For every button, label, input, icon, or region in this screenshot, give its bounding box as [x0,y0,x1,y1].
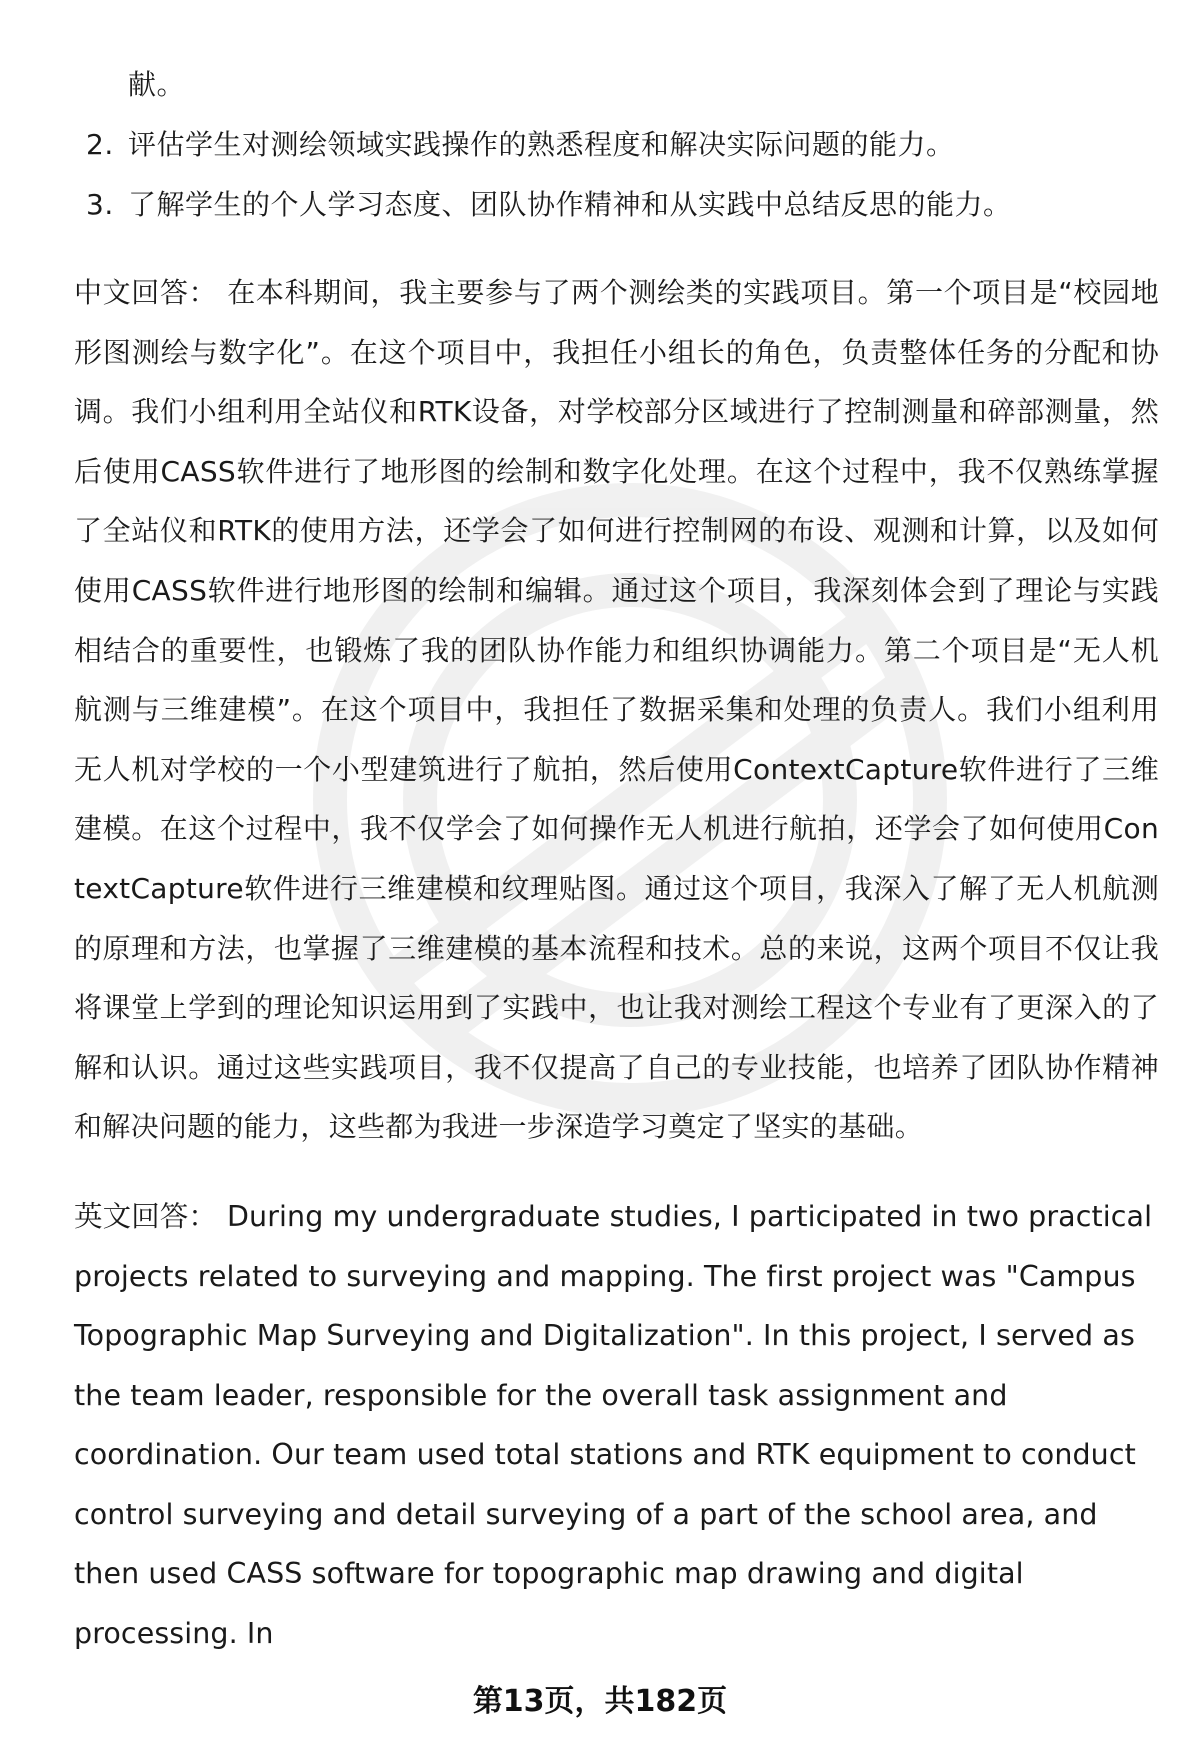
list-item-number: 3. [86,188,114,221]
chinese-answer-paragraph [74,263,1159,1157]
list-item [74,175,1159,235]
list-item [74,115,1159,175]
list-item-text: 了解学生的个人学习态度、团队协作精神和从实践中总结反思的能力。 [128,188,1012,221]
list-item-text: 评估学生对测绘领域实践操作的熟悉程度和解决实际问题的能力。 [128,128,955,161]
english-answer-text: During my undergraduate studies, I participated in two practical projects related to surveying and mapping. The first project was "Campus Topographic Map Surveying and Digitalization". In this project, I served as the team leader, responsible for the overall task assignment and coordination. Our team used total stations and RTK equipment to conduct control surveying and detail surveying of a part of the school area, and then used CASS software for topographic map drawing and digital processing. In [74,1199,1153,1651]
list-item-continuation: 献。 [128,68,186,101]
english-answer-label: 英文回答： [74,1199,218,1233]
english-answer-paragraph [74,1187,1159,1664]
chinese-answer-text: 在本科期间，我主要参与了两个测绘类的实践项目。第一个项目是“校园地形图测绘与数字化”。在这个项目中，我担任小组长的角色，负责整体任务的分配和协调。我们小组利用全站仪和RTK设备，对学校部分区域进行了控制测量和碎部测量，然后使用CASS软件进行了地形图的绘制和数字化处理。在这个过程中，我不仅熟练掌握了全站仪和RTK的使用方法，还学会了如何进行控制网的布设、观测和计算，以及如何使用CASS软件进行地形图的绘制和编辑。通过这个项目，我深刻体会到了理论与实践相结合的重要性，也锻炼了我的团队协作能力和组织协调能力。第二个项目是“无人机航测与三维建模”。在这个项目中，我担任了数据采集和处理的负责人。我们小组利用无人机对学校的一个小型建筑进行了航拍，然后使用ContextCapture软件进行了三维建模。在这个过程中，我不仅学会了如何操作无人机进行航拍，还学会了如何使用ContextCapture软件进行三维建模和纹理贴图。通过这个项目，我深入了解了无人机航测的原理和方法，也掌握了三维建模的基本流程和技术。总的来说，这两个项目不仅让我将课堂上学到的理论知识运用到了实践中，也让我对测绘工程这个专业有了更深入的了解和认识。通过这些实践项目，我不仅提高了自己的专业技能，也培养了团队协作精神和解决问题的能力，这些都为我进一步深造学习奠定了坚实的基础。 [74,276,1159,1144]
ordered-list [74,115,1159,235]
chinese-answer-label: 中文回答： [74,276,218,309]
list-item-number: 2. [86,128,114,161]
page-number-footer: 第13页，共182页 [472,1684,728,1719]
document-body [74,55,1159,1664]
